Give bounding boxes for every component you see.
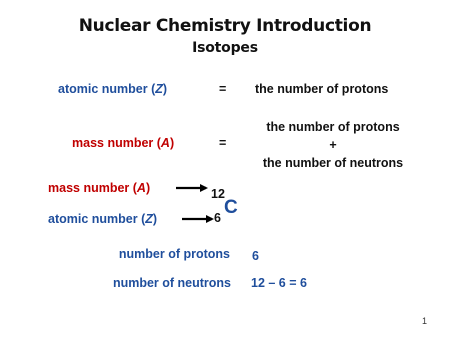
atomic-number-variable: Z [155, 82, 163, 96]
element-symbol: C [224, 197, 238, 218]
atomic-number-label-suffix: ) [162, 82, 168, 96]
notation-mass-value: 12 [211, 187, 225, 201]
page-number: 1 [422, 316, 428, 326]
notation-atomic-label-prefix: atomic number ( [48, 212, 146, 226]
notation-atomic-label-suffix: ) [152, 212, 158, 226]
notation-mass-label-prefix: mass number ( [48, 181, 137, 195]
row2-definition-line2: the number of neutrons [262, 156, 404, 170]
slide-title: Nuclear Chemistry Introduction [78, 16, 372, 36]
mass-number-variable: A [160, 136, 170, 150]
notation-atomic-value: 6 [214, 211, 221, 225]
row2-equals: = [219, 136, 227, 150]
row1-definition: the number of protons [255, 82, 389, 96]
mass-number-label-prefix: mass number ( [72, 136, 161, 150]
neutrons-label: number of neutrons [112, 276, 231, 290]
neutrons-value: 12 – 6 = 6 [251, 276, 307, 290]
protons-label: number of protons [118, 247, 230, 261]
slide-subtitle: Isotopes [192, 40, 258, 56]
notation-mass-variable: A [136, 181, 146, 195]
atomic-number-label-prefix: atomic number ( [58, 82, 156, 96]
row2-definition-line1: the number of protons [266, 120, 400, 134]
protons-value: 6 [252, 249, 259, 263]
row1-equals: = [219, 82, 227, 96]
notation-mass-label-suffix: ) [145, 181, 151, 195]
notation-atomic-variable: Z [145, 212, 153, 226]
mass-number-label-suffix: ) [169, 136, 175, 150]
row2-definition-plus: + [329, 138, 337, 152]
